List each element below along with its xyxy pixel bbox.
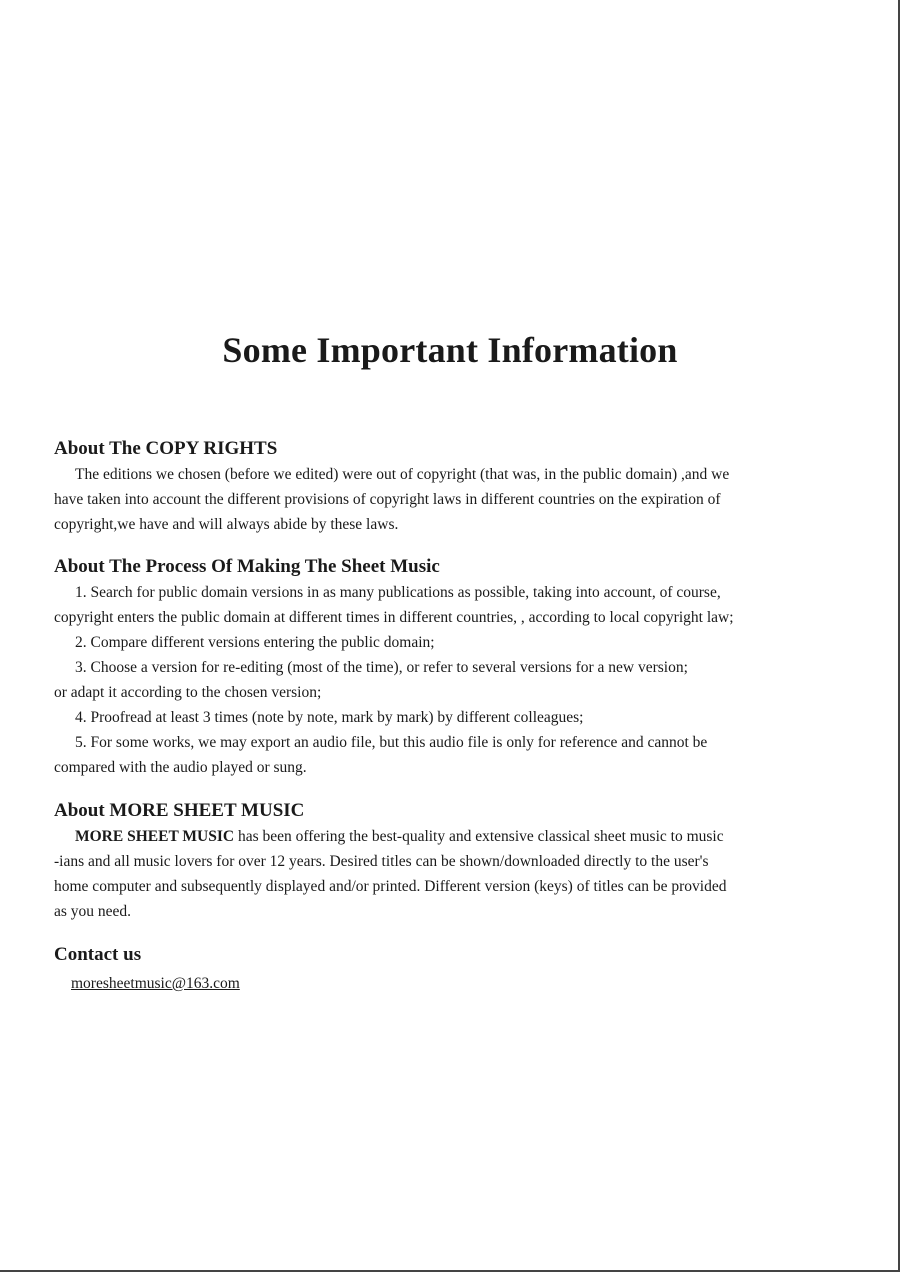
process-step-3-cont: or adapt it according to the chosen version;: [54, 684, 322, 701]
brand-name: MORE SHEET MUSIC: [75, 828, 235, 845]
about-line-4: as you need.: [54, 903, 132, 920]
process-step-5: 5. For some works, we may export an audio file, but this audio file is only for reference and cannot be: [75, 734, 708, 751]
contact-heading: Contact us: [54, 944, 142, 965]
process-step-1: 1. Search for public domain versions in as many publications as possible, taking into account, of course,: [75, 584, 721, 601]
about-line-1: [54, 824, 854, 849]
about-section: [54, 798, 854, 924]
copyright-line-2: have taken into account the different provisions of copyright laws in different countries on the expiration of: [54, 491, 721, 508]
process-heading: About The Process Of Making The Sheet Music: [54, 556, 440, 577]
process-step-2: 2. Compare different versions entering the public domain;: [75, 634, 435, 651]
page-title: Some Important Information: [222, 330, 678, 370]
copyright-line-1: The editions we chosen (before we edited) were out of copyright (that was, in the public domain) ,and we: [75, 466, 730, 483]
about-heading: About MORE SHEET MUSIC: [54, 800, 305, 821]
process-step-4: 4. Proofread at least 3 times (note by note, mark by mark) by different colleagues;: [75, 709, 584, 726]
contact-section: [54, 942, 854, 996]
process-step-3: 3. Choose a version for re-editing (most of the time), or refer to several versions for a new version;: [75, 659, 688, 676]
about-line-3: home computer and subsequently displayed and/or printed. Different version (keys) of titles can be provided: [54, 878, 727, 895]
copyright-line-3: copyright,we have and will always abide by these laws.: [54, 516, 399, 533]
document-body: [54, 436, 854, 996]
process-step-1-cont: copyright enters the public domain at different times in different countries, , according to local copyright law;: [54, 609, 734, 626]
process-section: [54, 554, 854, 780]
copyright-section: [54, 436, 854, 537]
copyright-heading: About The COPY RIGHTS: [54, 438, 278, 459]
about-line-2: -ians and all music lovers for over 12 years. Desired titles can be shown/downloaded directly to the user's: [54, 853, 709, 870]
process-step-5-cont: compared with the audio played or sung.: [54, 759, 307, 776]
contact-email-link[interactable]: moresheetmusic@163.com: [71, 975, 240, 992]
about-line-1-rest: has been offering the best-quality and extensive classical sheet music to music: [234, 828, 724, 845]
